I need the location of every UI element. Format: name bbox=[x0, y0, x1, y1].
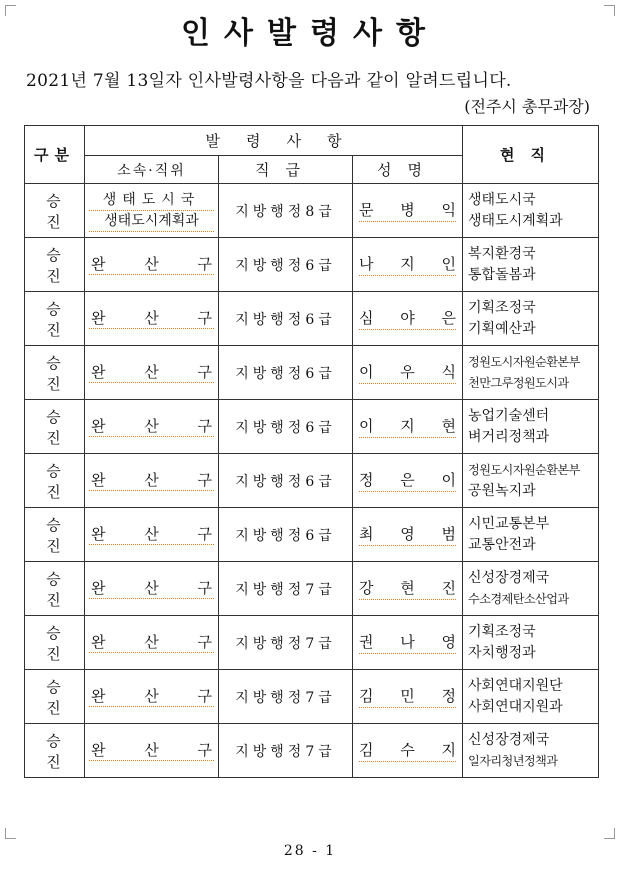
name-char: 이 bbox=[441, 471, 456, 489]
table-row bbox=[25, 724, 599, 778]
page-title: 인사발령사항 bbox=[181, 16, 439, 51]
name-char: 정 bbox=[359, 471, 374, 489]
type-cell: 승진 bbox=[25, 724, 85, 778]
org-char: 산 bbox=[144, 309, 159, 327]
department-label: (전주시 총무과장) bbox=[464, 97, 590, 116]
type-cell: 승진 bbox=[25, 400, 85, 454]
org-spread bbox=[89, 254, 214, 275]
name-cell bbox=[353, 616, 463, 670]
current-line-1: 정원도시자원순환본부 bbox=[468, 354, 580, 369]
name-char: 식 bbox=[441, 363, 456, 381]
table-row bbox=[25, 184, 599, 238]
org-cell bbox=[85, 562, 219, 616]
org-spread bbox=[89, 470, 214, 491]
name-char: 은 bbox=[400, 471, 415, 489]
name-char: 심 bbox=[359, 309, 374, 327]
current-line-1: 시민교통본부 bbox=[468, 515, 550, 532]
name-cell bbox=[353, 670, 463, 724]
name-cell bbox=[353, 724, 463, 778]
name-char: 진 bbox=[441, 579, 456, 597]
name-cell bbox=[353, 346, 463, 400]
current-cell bbox=[463, 400, 599, 454]
name-char: 지 bbox=[441, 741, 456, 759]
current-line-2: 공원녹지과 bbox=[468, 482, 536, 499]
name-spread bbox=[359, 415, 456, 438]
grade-cell: 지방행정6급 bbox=[219, 292, 353, 346]
org-char: 구 bbox=[197, 309, 212, 327]
org-spread bbox=[89, 686, 214, 707]
grade-cell: 지방행정6급 bbox=[219, 346, 353, 400]
current-line-2: 생태도시계획과 bbox=[468, 212, 563, 229]
current-line-2: 자치행정과 bbox=[468, 644, 536, 661]
current-line-1: 농업기술센터 bbox=[468, 407, 550, 424]
current-cell bbox=[463, 184, 599, 238]
current-line-1: 복지환경국 bbox=[468, 245, 536, 262]
org-char: 구 bbox=[197, 525, 212, 543]
type-cell: 승진 bbox=[25, 292, 85, 346]
current-line-2: 벼거리정책과 bbox=[468, 428, 550, 445]
name-char: 익 bbox=[441, 201, 456, 219]
name-char: 정 bbox=[441, 687, 456, 705]
header-org: 소속·직위 bbox=[85, 156, 219, 184]
name-char: 영 bbox=[441, 633, 456, 651]
grade-cell: 지방행정6급 bbox=[219, 454, 353, 508]
name-cell bbox=[353, 508, 463, 562]
current-line-1: 정원도시자원순환본부 bbox=[468, 462, 580, 477]
name-spread bbox=[359, 253, 456, 276]
intro-text: 2021년 7월 13일자 인사발령사항을 다음과 같이 알려드립니다. bbox=[26, 71, 512, 91]
corner-mark bbox=[5, 828, 16, 839]
current-line-2: 수소경제탄소산업과 bbox=[468, 591, 569, 606]
org-char: 완 bbox=[91, 471, 106, 489]
name-cell bbox=[353, 184, 463, 238]
org-char: 구 bbox=[197, 471, 212, 489]
name-spread bbox=[359, 739, 456, 762]
name-cell bbox=[353, 454, 463, 508]
type-cell: 승진 bbox=[25, 508, 85, 562]
name-char: 나 bbox=[400, 633, 415, 651]
grade-cell: 지방행정6급 bbox=[219, 400, 353, 454]
org-char: 산 bbox=[144, 363, 159, 381]
name-spread bbox=[359, 685, 456, 708]
name-char: 인 bbox=[441, 255, 456, 273]
org-cell bbox=[85, 184, 219, 238]
type-cell: 승진 bbox=[25, 184, 85, 238]
page-number: 28 - 1 bbox=[283, 843, 337, 859]
grade-cell: 지방행정6급 bbox=[219, 508, 353, 562]
header-current: 현직 bbox=[463, 126, 599, 184]
org-char: 완 bbox=[91, 309, 106, 327]
type-cell: 승진 bbox=[25, 238, 85, 292]
name-char: 지 bbox=[400, 417, 415, 435]
name-char: 수 bbox=[400, 741, 415, 759]
org-char: 완 bbox=[91, 363, 106, 381]
current-line-2: 사회연대지원과 bbox=[468, 698, 563, 715]
name-char: 문 bbox=[359, 201, 374, 219]
org-cell bbox=[85, 508, 219, 562]
org-char: 구 bbox=[197, 633, 212, 651]
current-cell bbox=[463, 292, 599, 346]
name-char: 야 bbox=[400, 309, 415, 327]
current-line-1: 신성장경제국 bbox=[468, 569, 550, 586]
current-cell bbox=[463, 238, 599, 292]
grade-cell: 지방행정7급 bbox=[219, 562, 353, 616]
org-spread bbox=[89, 632, 214, 653]
org-char: 완 bbox=[91, 579, 106, 597]
org-char: 구 bbox=[197, 417, 212, 435]
table-row bbox=[25, 562, 599, 616]
name-spread bbox=[359, 199, 456, 222]
org-cell bbox=[85, 346, 219, 400]
table-row bbox=[25, 292, 599, 346]
name-char: 김 bbox=[359, 741, 374, 759]
name-spread bbox=[359, 469, 456, 492]
org-char: 완 bbox=[91, 687, 106, 705]
name-char: 이 bbox=[359, 363, 374, 381]
name-char: 권 bbox=[359, 633, 374, 651]
org-cell bbox=[85, 454, 219, 508]
current-line-1: 신성장경제국 bbox=[468, 731, 550, 748]
header-order: 발령사항 bbox=[85, 126, 463, 156]
org-char: 산 bbox=[144, 687, 159, 705]
table-row bbox=[25, 670, 599, 724]
header-name: 성명 bbox=[353, 156, 463, 184]
org-char: 산 bbox=[144, 633, 159, 651]
table-row bbox=[25, 508, 599, 562]
org-char: 구 bbox=[197, 687, 212, 705]
org-spread bbox=[89, 740, 214, 761]
org-char: 산 bbox=[144, 417, 159, 435]
grade-cell: 지방행정8급 bbox=[219, 184, 353, 238]
org-char: 완 bbox=[91, 633, 106, 651]
org-char: 완 bbox=[91, 741, 106, 759]
current-cell bbox=[463, 616, 599, 670]
name-char: 지 bbox=[400, 255, 415, 273]
org-spread bbox=[89, 362, 214, 383]
type-cell: 승진 bbox=[25, 670, 85, 724]
name-char: 은 bbox=[441, 309, 456, 327]
name-cell bbox=[353, 400, 463, 454]
table-row bbox=[25, 616, 599, 670]
personnel-table bbox=[24, 125, 599, 778]
org-char: 산 bbox=[144, 255, 159, 273]
type-cell: 승진 bbox=[25, 346, 85, 400]
name-spread bbox=[359, 577, 456, 600]
name-char: 현 bbox=[441, 417, 456, 435]
name-spread bbox=[359, 361, 456, 384]
current-line-2: 천만그루정원도시과 bbox=[468, 375, 569, 390]
org-cell bbox=[85, 292, 219, 346]
type-cell: 승진 bbox=[25, 616, 85, 670]
name-spread bbox=[359, 307, 456, 330]
current-cell bbox=[463, 346, 599, 400]
name-spread bbox=[359, 631, 456, 654]
org-line-2: 생태도시계획과 bbox=[89, 211, 214, 232]
grade-cell: 지방행정6급 bbox=[219, 238, 353, 292]
current-line-1: 사회연대지원단 bbox=[468, 677, 563, 694]
table-row bbox=[25, 400, 599, 454]
current-cell bbox=[463, 454, 599, 508]
name-char: 범 bbox=[441, 525, 456, 543]
current-cell bbox=[463, 670, 599, 724]
table-row bbox=[25, 346, 599, 400]
name-char: 영 bbox=[400, 525, 415, 543]
name-char: 병 bbox=[400, 201, 415, 219]
org-spread bbox=[89, 308, 214, 329]
name-cell bbox=[353, 292, 463, 346]
org-char: 구 bbox=[197, 363, 212, 381]
org-line-1: 생태도시국 bbox=[89, 190, 214, 211]
name-cell bbox=[353, 238, 463, 292]
org-spread bbox=[89, 524, 214, 545]
org-char: 완 bbox=[91, 255, 106, 273]
current-line-1: 생태도시국 bbox=[468, 191, 536, 208]
org-cell bbox=[85, 238, 219, 292]
name-char: 현 bbox=[400, 579, 415, 597]
org-char: 구 bbox=[197, 255, 212, 273]
corner-mark bbox=[604, 828, 615, 839]
current-line-2: 통합돌봄과 bbox=[468, 266, 536, 283]
org-char: 산 bbox=[144, 471, 159, 489]
table-row bbox=[25, 238, 599, 292]
header-grade: 직급 bbox=[219, 156, 353, 184]
table-row bbox=[25, 454, 599, 508]
current-line-2: 교통안전과 bbox=[468, 536, 536, 553]
name-spread bbox=[359, 523, 456, 546]
header-gubun: 구분 bbox=[25, 126, 85, 184]
current-cell bbox=[463, 724, 599, 778]
grade-cell: 지방행정7급 bbox=[219, 616, 353, 670]
name-char: 민 bbox=[400, 687, 415, 705]
name-char: 나 bbox=[359, 255, 374, 273]
type-cell: 승진 bbox=[25, 562, 85, 616]
name-char: 이 bbox=[359, 417, 374, 435]
org-char: 산 bbox=[144, 741, 159, 759]
org-cell bbox=[85, 724, 219, 778]
org-spread bbox=[89, 416, 214, 437]
org-char: 구 bbox=[197, 741, 212, 759]
current-line-2: 일자리청년정책과 bbox=[468, 753, 558, 768]
org-char: 완 bbox=[91, 525, 106, 543]
name-char: 최 bbox=[359, 525, 374, 543]
org-spread bbox=[89, 578, 214, 599]
current-line-1: 기획조정국 bbox=[468, 623, 536, 640]
grade-cell: 지방행정7급 bbox=[219, 670, 353, 724]
org-cell bbox=[85, 616, 219, 670]
name-char: 김 bbox=[359, 687, 374, 705]
name-char: 강 bbox=[359, 579, 374, 597]
current-cell bbox=[463, 508, 599, 562]
grade-cell: 지방행정7급 bbox=[219, 724, 353, 778]
current-line-1: 기획조정국 bbox=[468, 299, 536, 316]
org-char: 산 bbox=[144, 525, 159, 543]
name-cell bbox=[353, 562, 463, 616]
org-char: 구 bbox=[197, 579, 212, 597]
org-cell bbox=[85, 400, 219, 454]
org-char: 완 bbox=[91, 417, 106, 435]
org-cell bbox=[85, 670, 219, 724]
name-char: 우 bbox=[400, 363, 415, 381]
org-char: 산 bbox=[144, 579, 159, 597]
type-cell: 승진 bbox=[25, 454, 85, 508]
current-cell bbox=[463, 562, 599, 616]
current-line-2: 기획예산과 bbox=[468, 320, 536, 337]
